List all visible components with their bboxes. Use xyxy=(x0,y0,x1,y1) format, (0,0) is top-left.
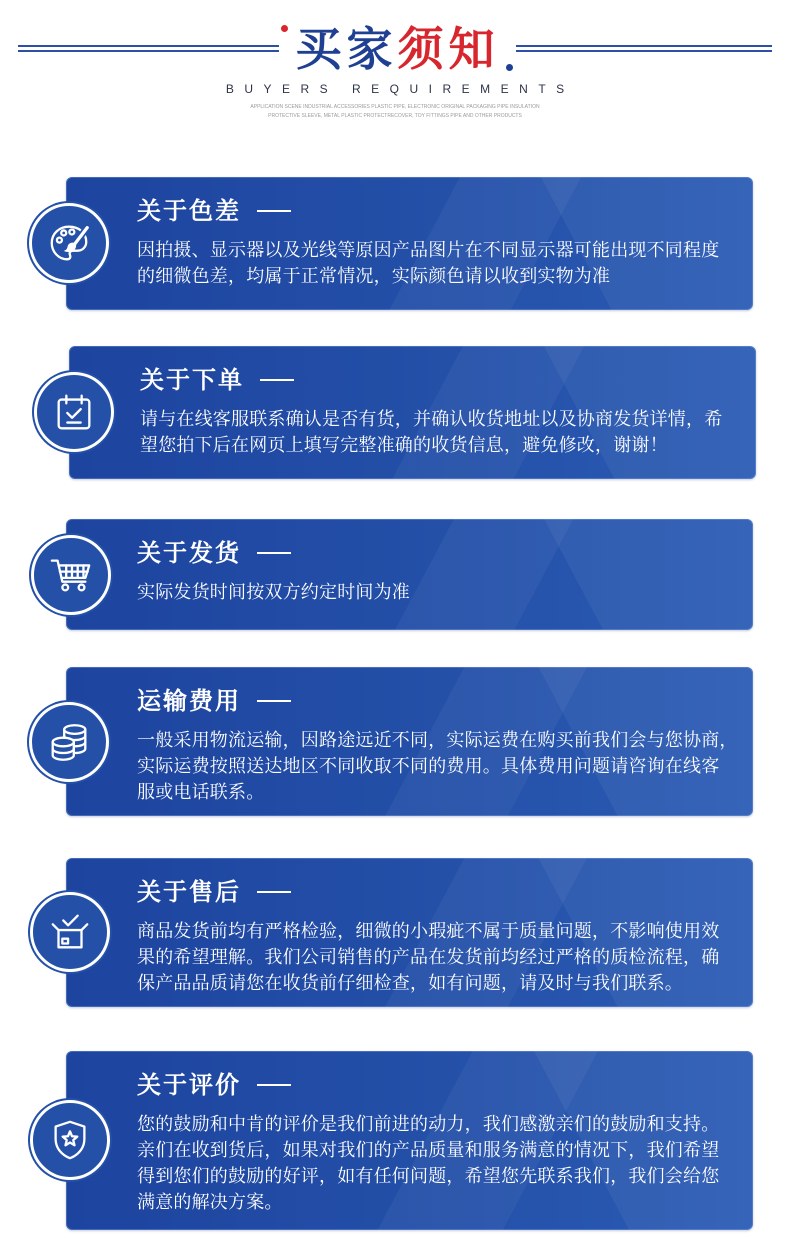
title-dash xyxy=(257,210,291,212)
card-heading xyxy=(137,686,738,716)
title-dash xyxy=(260,379,294,381)
notice-card-shipping xyxy=(66,519,753,630)
card-text-line: 您的鼓励和中肯的评价是我们前进的动力，我们感激亲们的鼓励和支持。 xyxy=(137,1114,720,1135)
card-content xyxy=(140,365,722,459)
icon-badge xyxy=(29,702,109,782)
icon-badge xyxy=(31,535,111,615)
box-check-icon xyxy=(47,909,93,955)
card-heading xyxy=(137,196,719,226)
page-title-part1: 买家 xyxy=(295,22,398,76)
card-text-line: 的细微色差，均属于正常情况，实际颜色请以收到实物为准 xyxy=(137,266,611,287)
card-text-line: 得到您们的鼓励的好评，如有任何问题，希望您先联系我们，我们会给您 xyxy=(137,1166,720,1187)
title-dash xyxy=(257,700,291,702)
card-text-line: 因拍摄、显示器以及光线等原因产品图片在不同显示器可能出现不同程度 xyxy=(137,240,720,261)
card-text-line: 商品发货前均有严格检验，细微的小瑕疵不属于质量问题，不影响使用效 xyxy=(137,921,720,942)
notice-card-freight xyxy=(66,667,753,816)
card-text-line: 实际发货时间按双方约定时间为准 xyxy=(137,582,410,603)
card-title: 关于色差 xyxy=(137,197,241,225)
shield-star-icon xyxy=(47,1117,93,1163)
card-text-line: 一般采用物流运输，因路途远近不同，实际运费在购买前我们会与您协商， xyxy=(137,730,738,751)
page-subtitle: BUYERS REQUIREMENTS xyxy=(225,82,575,96)
icon-badge xyxy=(29,203,109,283)
card-content xyxy=(137,1070,719,1216)
card-title: 关于下单 xyxy=(140,366,244,394)
card-text-line: 保产品品质请您在收货前仔细检查，如有问题，请及时与我们联系。 xyxy=(137,973,683,994)
calendar-check-icon xyxy=(51,389,97,435)
icon-badge xyxy=(30,1100,110,1180)
card-text-line: 望您拍下后在网页上填写完整准确的收货信息，避免修改，谢谢！ xyxy=(140,435,668,456)
card-text-line: 请与在线客服联系确认是否有货，并确认收货地址以及协商发货详情，希 xyxy=(140,409,723,430)
fine-print-line: APPLICATION SCENE INDUSTRIAL ACCESSORIES PLASTIC PIPE, ELECTRONIC ORIGINAL PACKAGING PIPE INSULATION xyxy=(250,104,540,110)
coins-icon xyxy=(46,719,92,765)
page-title-part2: 须知 xyxy=(397,22,500,76)
card-heading xyxy=(140,365,722,395)
card-text-line: 满意的解决方案。 xyxy=(137,1192,283,1213)
card-heading xyxy=(137,1070,719,1100)
fine-print-line: PROTECTIVE SLEEVE, METAL PLASTIC PROTECTRECOVER, TOY FITTINGS PIPE AND OTHER PRODUCTS xyxy=(268,113,522,119)
title-dash xyxy=(257,552,291,554)
title-dash xyxy=(257,891,291,893)
icon-badge xyxy=(30,892,110,972)
icon-badge xyxy=(34,372,114,452)
notice-header xyxy=(0,0,790,130)
card-text-line: 亲们在收到货后，如果对我们的产品质量和服务满意的情况下，我们希望 xyxy=(137,1140,720,1161)
title-dash xyxy=(257,1084,291,1086)
card-title: 关于评价 xyxy=(137,1071,241,1099)
shopping-cart-icon xyxy=(48,552,94,598)
card-content xyxy=(137,196,719,290)
card-content xyxy=(137,877,719,997)
card-text-line: 服或电话联系。 xyxy=(137,782,265,803)
notice-card-reviews xyxy=(66,1051,753,1230)
card-heading xyxy=(137,538,410,568)
notice-card-color-difference xyxy=(66,177,753,310)
card-heading xyxy=(137,877,719,907)
card-text-line: 实际运费按照送达地区不同收取不同的费用。具体费用问题请咨询在线客 xyxy=(137,756,720,777)
card-text-line: 果的希望理解。我们公司销售的产品在发货前均经过严格的质检流程，确 xyxy=(137,947,720,968)
card-content xyxy=(137,538,410,606)
palette-icon xyxy=(46,220,92,266)
notice-card-after-sales xyxy=(66,858,753,1007)
card-content xyxy=(137,686,738,806)
card-title: 关于发货 xyxy=(137,539,241,567)
page-title xyxy=(0,20,790,78)
card-title: 关于售后 xyxy=(137,878,241,906)
card-title: 运输费用 xyxy=(137,687,241,715)
notice-card-ordering xyxy=(69,346,756,479)
